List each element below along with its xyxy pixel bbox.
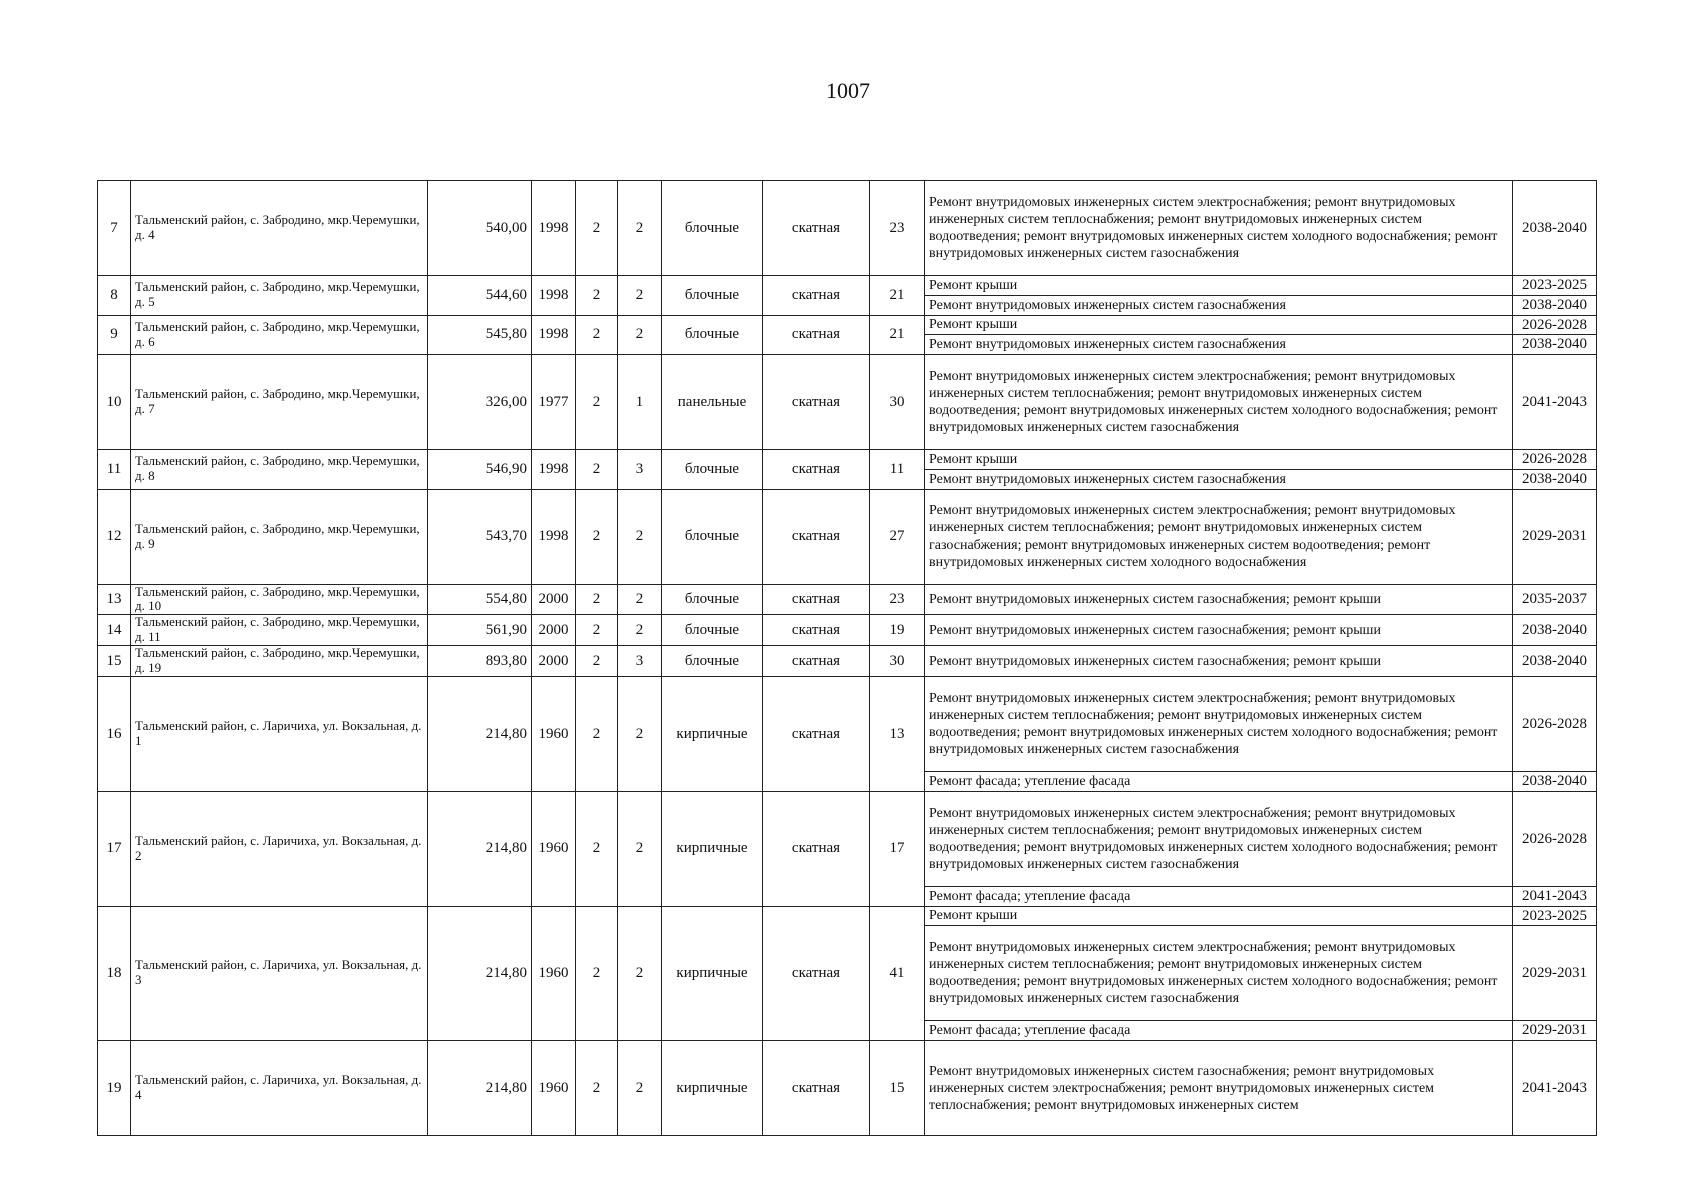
- apartments-cell: 15: [870, 1041, 925, 1136]
- table-row: [98, 450, 1597, 470]
- area-cell: 214,80: [428, 791, 532, 906]
- area-cell: 893,80: [428, 646, 532, 677]
- work-period-cell: 2026-2028: [1513, 450, 1597, 470]
- table-row: [98, 315, 1597, 335]
- apartments-cell: 23: [870, 584, 925, 615]
- row-number: 13: [98, 584, 131, 615]
- area-cell: 214,80: [428, 906, 532, 1041]
- wall-material-cell: кирпичные: [662, 1041, 763, 1136]
- work-description-cell: Ремонт внутридомовых инженерных систем газоснабжения: [925, 335, 1513, 355]
- floors-cell: 2: [576, 489, 618, 584]
- wall-material-cell: блочные: [662, 276, 763, 316]
- table-row: [98, 646, 1597, 677]
- roof-type-cell: скатная: [763, 584, 870, 615]
- apartments-cell: 23: [870, 181, 925, 276]
- entrances-cell: 2: [618, 677, 662, 792]
- work-period-cell: 2023-2025: [1513, 276, 1597, 296]
- work-period-cell: 2041-2043: [1513, 886, 1597, 906]
- entrances-cell: 2: [618, 276, 662, 316]
- apartments-cell: 21: [870, 276, 925, 316]
- year-cell: 2000: [532, 646, 576, 677]
- work-period-cell: 2041-2043: [1513, 1041, 1597, 1136]
- year-cell: 1960: [532, 791, 576, 906]
- address-cell: Тальменский район, с. Ларичиха, ул. Вокзальная, д. 4: [131, 1041, 428, 1136]
- floors-cell: 2: [576, 1041, 618, 1136]
- work-period-cell: 2038-2040: [1513, 181, 1597, 276]
- address-cell: Тальменский район, с. Забродино, мкр.Черемушки, д. 9: [131, 489, 428, 584]
- entrances-cell: 3: [618, 450, 662, 490]
- floors-cell: 2: [576, 791, 618, 906]
- work-description-cell: Ремонт внутридомовых инженерных систем электроснабжения; ремонт внутридомовых инженерных систем теплоснабжения; ремонт внутридомовых инженерных систем водоотведения; ремонт внутридомовых инженерных систем холодного водоснабжения; ремонт внутридомовых инженерных систем газоснабжения: [925, 355, 1513, 450]
- apartments-cell: 30: [870, 355, 925, 450]
- row-number: 18: [98, 906, 131, 1041]
- floors-cell: 2: [576, 355, 618, 450]
- page-number: 1007: [826, 78, 870, 103]
- wall-material-cell: кирпичные: [662, 677, 763, 792]
- row-number: 15: [98, 646, 131, 677]
- year-cell: 1960: [532, 906, 576, 1041]
- floors-cell: 2: [576, 276, 618, 316]
- year-cell: 1998: [532, 489, 576, 584]
- address-cell: Тальменский район, с. Забродино, мкр.Черемушки, д. 6: [131, 315, 428, 355]
- table-row: [98, 615, 1597, 646]
- work-description-cell: Ремонт фасада; утепление фасада: [925, 1021, 1513, 1041]
- work-description-cell: Ремонт внутридомовых инженерных систем электроснабжения; ремонт внутридомовых инженерных систем теплоснабжения; ремонт внутридомовых инженерных систем газоснабжения; ремонт внутридомовых инженерных систем водоотведения; ремонт внутридомовых инженерных систем холодного водоснабжения: [925, 489, 1513, 584]
- entrances-cell: 2: [618, 489, 662, 584]
- year-cell: 1998: [532, 450, 576, 490]
- floors-cell: 2: [576, 615, 618, 646]
- work-period-cell: 2038-2040: [1513, 772, 1597, 792]
- wall-material-cell: блочные: [662, 450, 763, 490]
- address-cell: Тальменский район, с. Ларичиха, ул. Вокзальная, д. 1: [131, 677, 428, 792]
- wall-material-cell: кирпичные: [662, 791, 763, 906]
- entrances-cell: 2: [618, 315, 662, 355]
- roof-type-cell: скатная: [763, 489, 870, 584]
- work-period-cell: 2029-2031: [1513, 1021, 1597, 1041]
- apartments-cell: 11: [870, 450, 925, 490]
- floors-cell: 2: [576, 181, 618, 276]
- row-number: 12: [98, 489, 131, 584]
- work-description-cell: Ремонт внутридомовых инженерных систем газоснабжения: [925, 295, 1513, 315]
- roof-type-cell: скатная: [763, 646, 870, 677]
- area-cell: 546,90: [428, 450, 532, 490]
- address-cell: Тальменский район, с. Ларичиха, ул. Вокзальная, д. 2: [131, 791, 428, 906]
- apartments-cell: 13: [870, 677, 925, 792]
- row-number: 7: [98, 181, 131, 276]
- floors-cell: 2: [576, 450, 618, 490]
- area-cell: 543,70: [428, 489, 532, 584]
- roof-type-cell: скатная: [763, 791, 870, 906]
- table-row: [98, 584, 1597, 615]
- work-period-cell: 2041-2043: [1513, 355, 1597, 450]
- work-description-cell: Ремонт внутридомовых инженерных систем электроснабжения; ремонт внутридомовых инженерных систем теплоснабжения; ремонт внутридомовых инженерных систем водоотведения; ремонт внутридомовых инженерных систем холодного водоснабжения; ремонт внутридомовых инженерных систем газоснабжения: [925, 677, 1513, 772]
- table-row: [98, 181, 1597, 276]
- wall-material-cell: блочные: [662, 489, 763, 584]
- floors-cell: 2: [576, 906, 618, 1041]
- apartments-cell: 30: [870, 646, 925, 677]
- row-number: 19: [98, 1041, 131, 1136]
- wall-material-cell: блочные: [662, 181, 763, 276]
- area-cell: 540,00: [428, 181, 532, 276]
- work-description-cell: Ремонт крыши: [925, 906, 1513, 926]
- entrances-cell: 3: [618, 646, 662, 677]
- work-description-cell: Ремонт внутридомовых инженерных систем газоснабжения; ремонт крыши: [925, 584, 1513, 615]
- entrances-cell: 2: [618, 1041, 662, 1136]
- floors-cell: 2: [576, 646, 618, 677]
- year-cell: 1998: [532, 315, 576, 355]
- row-number: 17: [98, 791, 131, 906]
- area-cell: 561,90: [428, 615, 532, 646]
- entrances-cell: 1: [618, 355, 662, 450]
- table-row: [98, 489, 1597, 584]
- work-period-cell: 2026-2028: [1513, 791, 1597, 886]
- work-period-cell: 2038-2040: [1513, 335, 1597, 355]
- address-cell: Тальменский район, с. Забродино, мкр.Черемушки, д. 11: [131, 615, 428, 646]
- area-cell: 554,80: [428, 584, 532, 615]
- wall-material-cell: блочные: [662, 646, 763, 677]
- roof-type-cell: скатная: [763, 276, 870, 316]
- work-period-cell: 2038-2040: [1513, 295, 1597, 315]
- address-cell: Тальменский район, с. Забродино, мкр.Черемушки, д. 8: [131, 450, 428, 490]
- area-cell: 545,80: [428, 315, 532, 355]
- roof-type-cell: скатная: [763, 906, 870, 1041]
- table-row: [98, 677, 1597, 772]
- wall-material-cell: блочные: [662, 584, 763, 615]
- housing-repair-table: [97, 180, 1597, 1136]
- row-number: 11: [98, 450, 131, 490]
- work-period-cell: 2026-2028: [1513, 677, 1597, 772]
- work-description-cell: Ремонт крыши: [925, 276, 1513, 296]
- row-number: 9: [98, 315, 131, 355]
- work-description-cell: Ремонт внутридомовых инженерных систем электроснабжения; ремонт внутридомовых инженерных систем теплоснабжения; ремонт внутридомовых инженерных систем водоотведения; ремонт внутридомовых инженерных систем холодного водоснабжения; ремонт внутридомовых инженерных систем газоснабжения: [925, 791, 1513, 886]
- address-cell: Тальменский район, с. Ларичиха, ул. Вокзальная, д. 3: [131, 906, 428, 1041]
- work-period-cell: 2023-2025: [1513, 906, 1597, 926]
- wall-material-cell: блочные: [662, 315, 763, 355]
- floors-cell: 2: [576, 677, 618, 792]
- area-cell: 214,80: [428, 677, 532, 792]
- roof-type-cell: скатная: [763, 315, 870, 355]
- address-cell: Тальменский район, с. Забродино, мкр.Черемушки, д. 10: [131, 584, 428, 615]
- work-period-cell: 2038-2040: [1513, 615, 1597, 646]
- work-description-cell: Ремонт крыши: [925, 450, 1513, 470]
- entrances-cell: 2: [618, 906, 662, 1041]
- work-description-cell: Ремонт фасада; утепление фасада: [925, 886, 1513, 906]
- roof-type-cell: скатная: [763, 181, 870, 276]
- table-row: [98, 1041, 1597, 1136]
- row-number: 10: [98, 355, 131, 450]
- table-row: [98, 355, 1597, 450]
- address-cell: Тальменский район, с. Забродино, мкр.Черемушки, д. 5: [131, 276, 428, 316]
- entrances-cell: 2: [618, 615, 662, 646]
- work-period-cell: 2029-2031: [1513, 926, 1597, 1021]
- row-number: 8: [98, 276, 131, 316]
- work-description-cell: Ремонт внутридомовых инженерных систем газоснабжения; ремонт внутридомовых инженерных систем электроснабжения; ремонт внутридомовых инженерных систем теплоснабжения; ремонт внутридомовых инженерных систем: [925, 1041, 1513, 1136]
- work-description-cell: Ремонт фасада; утепление фасада: [925, 772, 1513, 792]
- roof-type-cell: скатная: [763, 1041, 870, 1136]
- year-cell: 1998: [532, 181, 576, 276]
- table-row: [98, 791, 1597, 886]
- year-cell: 1977: [532, 355, 576, 450]
- apartments-cell: 17: [870, 791, 925, 906]
- floors-cell: 2: [576, 315, 618, 355]
- apartments-cell: 27: [870, 489, 925, 584]
- year-cell: 1960: [532, 1041, 576, 1136]
- year-cell: 2000: [532, 615, 576, 646]
- area-cell: 544,60: [428, 276, 532, 316]
- apartments-cell: 41: [870, 906, 925, 1041]
- address-cell: Тальменский район, с. Забродино, мкр.Черемушки, д. 19: [131, 646, 428, 677]
- work-description-cell: Ремонт внутридомовых инженерных систем газоснабжения; ремонт крыши: [925, 646, 1513, 677]
- entrances-cell: 2: [618, 791, 662, 906]
- year-cell: 2000: [532, 584, 576, 615]
- work-description-cell: Ремонт внутридомовых инженерных систем газоснабжения; ремонт крыши: [925, 615, 1513, 646]
- address-cell: Тальменский район, с. Забродино, мкр.Черемушки, д. 7: [131, 355, 428, 450]
- area-cell: 326,00: [428, 355, 532, 450]
- work-description-cell: Ремонт внутридомовых инженерных систем газоснабжения: [925, 469, 1513, 489]
- row-number: 14: [98, 615, 131, 646]
- roof-type-cell: скатная: [763, 355, 870, 450]
- wall-material-cell: блочные: [662, 615, 763, 646]
- roof-type-cell: скатная: [763, 677, 870, 792]
- wall-material-cell: панельные: [662, 355, 763, 450]
- work-period-cell: 2035-2037: [1513, 584, 1597, 615]
- work-period-cell: 2026-2028: [1513, 315, 1597, 335]
- floors-cell: 2: [576, 584, 618, 615]
- table-row: [98, 276, 1597, 296]
- roof-type-cell: скатная: [763, 450, 870, 490]
- entrances-cell: 2: [618, 584, 662, 615]
- work-period-cell: 2038-2040: [1513, 646, 1597, 677]
- wall-material-cell: кирпичные: [662, 906, 763, 1041]
- table-row: [98, 906, 1597, 926]
- work-period-cell: 2038-2040: [1513, 469, 1597, 489]
- area-cell: 214,80: [428, 1041, 532, 1136]
- apartments-cell: 21: [870, 315, 925, 355]
- work-description-cell: Ремонт внутридомовых инженерных систем электроснабжения; ремонт внутридомовых инженерных систем теплоснабжения; ремонт внутридомовых инженерных систем водоотведения; ремонт внутридомовых инженерных систем холодного водоснабжения; ремонт внутридомовых инженерных систем газоснабжения: [925, 926, 1513, 1021]
- address-cell: Тальменский район, с. Забродино, мкр.Черемушки, д. 4: [131, 181, 428, 276]
- row-number: 16: [98, 677, 131, 792]
- apartments-cell: 19: [870, 615, 925, 646]
- work-period-cell: 2029-2031: [1513, 489, 1597, 584]
- year-cell: 1960: [532, 677, 576, 792]
- year-cell: 1998: [532, 276, 576, 316]
- entrances-cell: 2: [618, 181, 662, 276]
- work-description-cell: Ремонт внутридомовых инженерных систем электроснабжения; ремонт внутридомовых инженерных систем теплоснабжения; ремонт внутридомовых инженерных систем водоотведения; ремонт внутридомовых инженерных систем холодного водоснабжения; ремонт внутридомовых инженерных систем газоснабжения: [925, 181, 1513, 276]
- roof-type-cell: скатная: [763, 615, 870, 646]
- work-description-cell: Ремонт крыши: [925, 315, 1513, 335]
